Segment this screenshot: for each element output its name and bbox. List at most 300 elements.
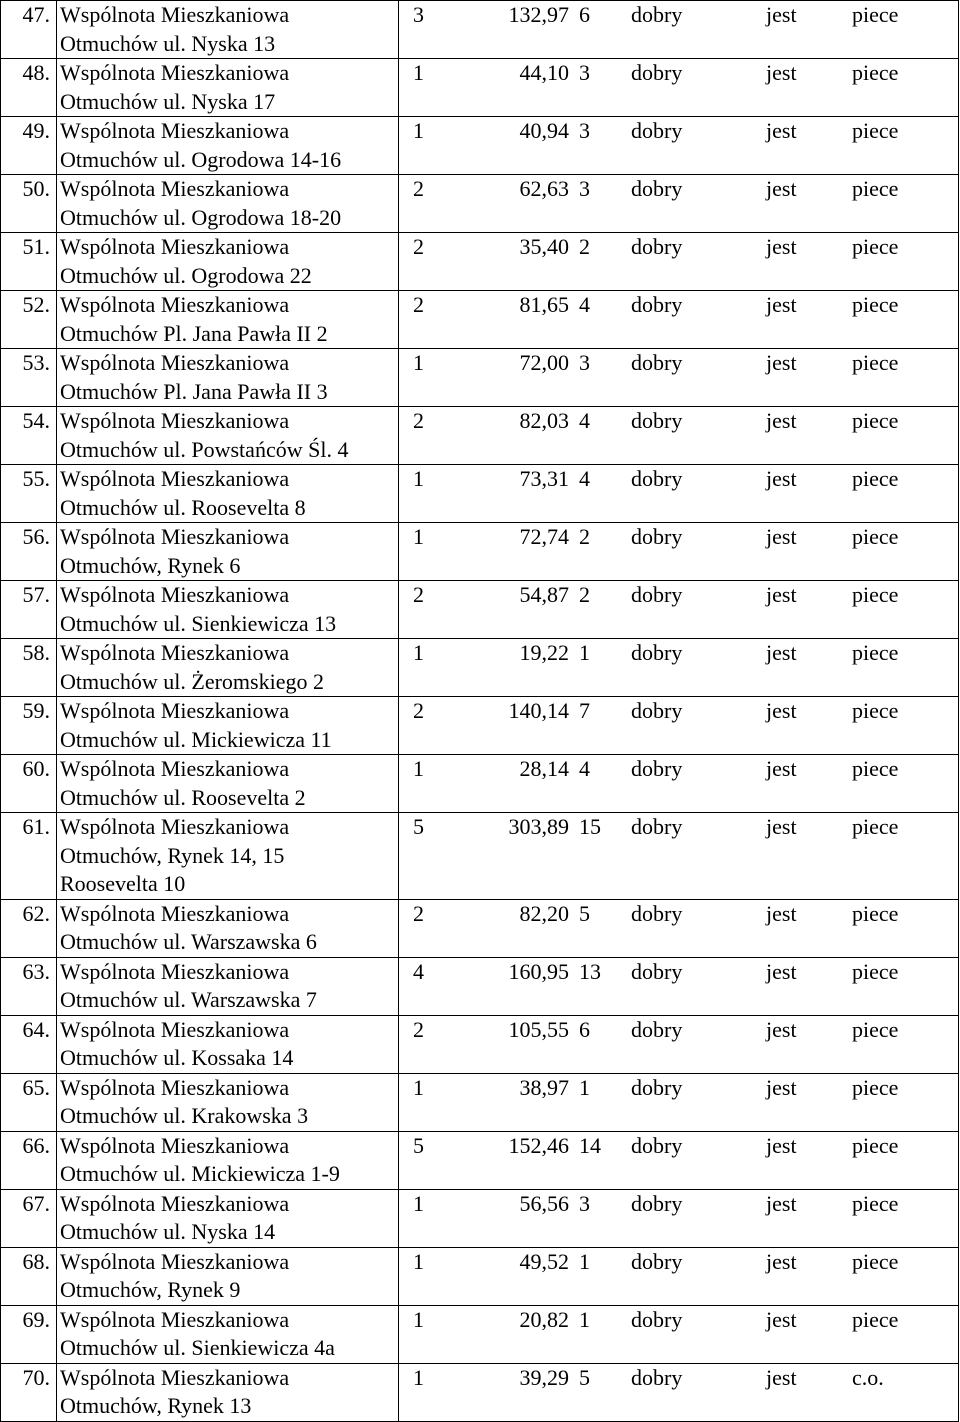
details-line	[399, 349, 958, 378]
details-line	[399, 59, 958, 88]
table-row	[1, 117, 959, 175]
owner-name: Wspólnota Mieszkaniowa	[60, 582, 290, 607]
housing-table-body	[1, 1, 959, 1422]
area-value: 82,20	[519, 900, 569, 926]
details-line	[399, 233, 958, 262]
row-number-cell	[1, 1189, 57, 1247]
owner-address-cell	[57, 349, 399, 407]
owner-name: Wspólnota Mieszkaniowa	[60, 1016, 290, 1042]
row-number: 49.	[22, 118, 50, 143]
table-row	[1, 1131, 959, 1189]
owner-name: Wspólnota Mieszkaniowa	[60, 1306, 290, 1332]
table-row	[1, 407, 959, 465]
area-value: 82,03	[519, 408, 569, 433]
row-number: 51.	[22, 234, 50, 259]
row-number-cell	[1, 59, 57, 117]
unit-count: 5	[413, 1132, 424, 1158]
availability-flag: jest	[766, 1190, 797, 1216]
owner-name: Wspólnota Mieszkaniowa	[60, 350, 290, 375]
owner-name: Wspólnota Mieszkaniowa	[60, 176, 290, 201]
owner-name: Wspólnota Mieszkaniowa	[60, 1364, 290, 1390]
unit-count: 1	[413, 756, 424, 781]
details-cell	[399, 291, 959, 349]
row-number: 66.	[22, 1132, 50, 1158]
rooms-count: 1	[579, 1306, 590, 1332]
availability-flag: jest	[766, 958, 797, 984]
details-cell	[399, 1073, 959, 1131]
address-line: Otmuchów, Rynek 9	[60, 1277, 241, 1302]
condition-status: dobry	[631, 582, 683, 607]
heating-type: piece	[852, 958, 899, 984]
owner-name: Wspólnota Mieszkaniowa	[60, 292, 290, 317]
address-line: Otmuchów ul. Krakowska 3	[60, 1103, 309, 1128]
details-line	[399, 1248, 958, 1277]
rooms-count: 4	[579, 756, 590, 781]
unit-count: 5	[413, 814, 424, 839]
row-number-cell	[1, 1131, 57, 1189]
rooms-count: 2	[579, 524, 590, 549]
rooms-count: 6	[579, 1016, 590, 1042]
owner-name: Wspólnota Mieszkaniowa	[60, 118, 290, 143]
owner-address-cell	[57, 1305, 399, 1363]
row-number-cell	[1, 523, 57, 581]
condition-status: dobry	[631, 118, 683, 143]
owner-address-cell	[57, 697, 399, 755]
owner-address-cell	[57, 639, 399, 697]
unit-count: 4	[413, 958, 424, 984]
condition-status: dobry	[631, 698, 683, 723]
row-number-cell	[1, 117, 57, 175]
unit-count: 2	[413, 176, 424, 201]
area-value: 54,87	[519, 582, 569, 607]
rooms-count: 2	[579, 582, 590, 607]
details-cell	[399, 59, 959, 117]
table-row	[1, 957, 959, 1015]
row-number-cell	[1, 899, 57, 957]
unit-count: 1	[413, 466, 424, 491]
table-row	[1, 523, 959, 581]
details-line	[399, 639, 958, 668]
heating-type: piece	[852, 60, 899, 85]
owner-address-cell	[57, 755, 399, 813]
row-number: 58.	[22, 640, 50, 665]
row-number-cell	[1, 291, 57, 349]
unit-count: 2	[413, 234, 424, 259]
rooms-count: 3	[579, 1190, 590, 1216]
address-line: Otmuchów, Rynek 13	[60, 1393, 252, 1418]
table-row	[1, 1247, 959, 1305]
heating-type: piece	[852, 582, 899, 607]
heating-type: piece	[852, 292, 899, 317]
availability-flag: jest	[766, 2, 797, 27]
owner-address-cell	[57, 813, 399, 900]
address-line: Otmuchów ul. Sienkiewicza 4a	[60, 1335, 335, 1360]
rooms-count: 6	[579, 2, 590, 27]
row-number: 55.	[22, 466, 50, 491]
details-line	[399, 1364, 958, 1393]
condition-status: dobry	[631, 408, 683, 433]
heating-type: piece	[852, 814, 899, 839]
condition-status: dobry	[631, 1190, 683, 1216]
table-row	[1, 349, 959, 407]
address-line: Otmuchów ul. Powstańców Śl. 4	[60, 436, 349, 462]
address-line: Otmuchów, Rynek 6	[60, 552, 241, 578]
condition-status: dobry	[631, 234, 683, 259]
address-line: Otmuchów ul. Mickiewicza 11	[60, 726, 332, 752]
owner-address-cell	[57, 291, 399, 349]
table-row	[1, 899, 959, 957]
address-line: Otmuchów Pl. Jana Pawła II 3	[60, 378, 328, 404]
row-number: 69.	[22, 1306, 50, 1332]
area-value: 73,31	[519, 466, 569, 491]
details-cell	[399, 813, 959, 900]
row-number-cell	[1, 407, 57, 465]
area-value: 40,94	[519, 118, 569, 143]
availability-flag: jest	[766, 582, 797, 607]
owner-address-cell	[57, 1247, 399, 1305]
address-line: Otmuchów ul. Warszawska 6	[60, 929, 317, 954]
heating-type: piece	[852, 1132, 899, 1158]
row-number: 59.	[22, 698, 50, 723]
row-number-cell	[1, 1073, 57, 1131]
condition-status: dobry	[631, 350, 683, 375]
heating-type: piece	[852, 350, 899, 375]
details-line	[399, 1190, 958, 1219]
availability-flag: jest	[766, 640, 797, 665]
unit-count: 2	[413, 698, 424, 723]
rooms-count: 2	[579, 234, 590, 259]
unit-count: 1	[413, 1074, 424, 1100]
unit-count: 2	[413, 582, 424, 607]
address-line: Otmuchów Pl. Jana Pawła II 2	[60, 320, 328, 346]
row-number: 67.	[22, 1190, 50, 1216]
unit-count: 1	[413, 1306, 424, 1332]
address-line: Otmuchów ul. Roosevelta 8	[60, 494, 306, 520]
row-number-cell	[1, 755, 57, 813]
row-number: 56.	[22, 524, 50, 549]
owner-address-cell	[57, 407, 399, 465]
area-value: 62,63	[519, 176, 569, 201]
unit-count: 1	[413, 640, 424, 665]
area-value: 39,29	[519, 1364, 569, 1390]
rooms-count: 5	[579, 900, 590, 926]
address-line: Otmuchów, Rynek 14, 15	[60, 842, 285, 868]
row-number-cell	[1, 1, 57, 59]
unit-count: 1	[413, 524, 424, 549]
details-cell	[399, 1305, 959, 1363]
table-row	[1, 1305, 959, 1363]
row-number: 62.	[22, 900, 50, 926]
address-line: Otmuchów ul. Sienkiewicza 13	[60, 610, 337, 636]
details-line	[399, 697, 958, 726]
details-cell	[399, 349, 959, 407]
availability-flag: jest	[766, 1132, 797, 1158]
row-number-cell	[1, 1363, 57, 1421]
heating-type: piece	[852, 1074, 899, 1100]
row-number-cell	[1, 233, 57, 291]
availability-flag: jest	[766, 466, 797, 491]
rooms-count: 4	[579, 466, 590, 491]
address-line: Roosevelta 10	[60, 871, 186, 896]
details-line	[399, 1306, 958, 1335]
owner-name: Wspólnota Mieszkaniowa	[60, 1074, 290, 1100]
heating-type: piece	[852, 1190, 899, 1216]
details-line	[399, 117, 958, 146]
table-row	[1, 59, 959, 117]
heating-type: piece	[852, 698, 899, 723]
availability-flag: jest	[766, 1306, 797, 1332]
details-line	[399, 900, 958, 929]
details-line	[399, 581, 958, 610]
row-number: 52.	[22, 292, 50, 317]
heating-type: c.o.	[852, 1364, 884, 1390]
unit-count: 2	[413, 408, 424, 433]
area-value: 72,00	[519, 350, 569, 375]
owner-name: Wspólnota Mieszkaniowa	[60, 524, 290, 549]
condition-status: dobry	[631, 524, 683, 549]
table-row	[1, 1073, 959, 1131]
unit-count: 2	[413, 1016, 424, 1042]
area-value: 20,82	[519, 1306, 569, 1332]
details-cell	[399, 957, 959, 1015]
owner-name: Wspólnota Mieszkaniowa	[60, 1132, 290, 1158]
rooms-count: 3	[579, 60, 590, 85]
owner-name: Wspólnota Mieszkaniowa	[60, 408, 290, 433]
heating-type: piece	[852, 1016, 899, 1042]
row-number: 60.	[22, 756, 50, 781]
row-number-cell	[1, 465, 57, 523]
availability-flag: jest	[766, 118, 797, 143]
address-line: Otmuchów ul. Nyska 17	[60, 88, 276, 114]
owner-name: Wspólnota Mieszkaniowa	[60, 958, 290, 984]
availability-flag: jest	[766, 1248, 797, 1274]
heating-type: piece	[852, 756, 899, 781]
address-line: Otmuchów ul. Roosevelta 2	[60, 784, 306, 810]
details-cell	[399, 465, 959, 523]
owner-name: Wspólnota Mieszkaniowa	[60, 698, 290, 723]
condition-status: dobry	[631, 1074, 683, 1100]
heating-type: piece	[852, 408, 899, 433]
row-number-cell	[1, 1015, 57, 1073]
availability-flag: jest	[766, 900, 797, 926]
rooms-count: 3	[579, 176, 590, 201]
address-line: Otmuchów ul. Ogrodowa 14-16	[60, 146, 342, 172]
details-cell	[399, 899, 959, 957]
row-number: 53.	[22, 350, 50, 375]
details-cell	[399, 639, 959, 697]
address-line: Otmuchów ul. Ogrodowa 18-20	[60, 204, 342, 230]
owner-name: Wspólnota Mieszkaniowa	[60, 466, 290, 491]
table-row	[1, 291, 959, 349]
owner-name: Wspólnota Mieszkaniowa	[60, 640, 290, 665]
area-value: 72,74	[519, 524, 569, 549]
details-cell	[399, 1131, 959, 1189]
row-number: 54.	[22, 408, 50, 433]
availability-flag: jest	[766, 350, 797, 375]
row-number: 57.	[22, 582, 50, 607]
condition-status: dobry	[631, 466, 683, 491]
heating-type: piece	[852, 524, 899, 549]
table-row	[1, 1363, 959, 1421]
owner-address-cell	[57, 1, 399, 59]
rooms-count: 13	[579, 958, 601, 984]
availability-flag: jest	[766, 524, 797, 549]
condition-status: dobry	[631, 814, 683, 839]
availability-flag: jest	[766, 176, 797, 201]
owner-address-cell	[57, 1131, 399, 1189]
row-number: 61.	[22, 814, 50, 839]
row-number-cell	[1, 697, 57, 755]
address-line: Otmuchów ul. Ogrodowa 22	[60, 262, 312, 288]
details-cell	[399, 1015, 959, 1073]
owner-address-cell	[57, 523, 399, 581]
rooms-count: 7	[579, 698, 590, 723]
owner-address-cell	[57, 1015, 399, 1073]
owner-address-cell	[57, 1189, 399, 1247]
owner-address-cell	[57, 117, 399, 175]
address-line: Otmuchów ul. Kossaka 14	[60, 1045, 294, 1070]
details-line	[399, 175, 958, 204]
area-value: 152,46	[508, 1132, 569, 1158]
row-number-cell	[1, 581, 57, 639]
owner-address-cell	[57, 465, 399, 523]
condition-status: dobry	[631, 1364, 683, 1390]
heating-type: piece	[852, 466, 899, 491]
heating-type: piece	[852, 2, 899, 27]
condition-status: dobry	[631, 756, 683, 781]
details-cell	[399, 117, 959, 175]
heating-type: piece	[852, 640, 899, 665]
details-cell	[399, 233, 959, 291]
details-cell	[399, 755, 959, 813]
owner-address-cell	[57, 59, 399, 117]
row-number-cell	[1, 1305, 57, 1363]
condition-status: dobry	[631, 60, 683, 85]
area-value: 19,22	[519, 640, 569, 665]
details-cell	[399, 1189, 959, 1247]
details-line	[399, 1074, 958, 1103]
address-line: Otmuchów ul. Warszawska 7	[60, 987, 317, 1012]
rooms-count: 15	[579, 814, 601, 839]
row-number: 64.	[22, 1016, 50, 1042]
owner-address-cell	[57, 957, 399, 1015]
unit-count: 1	[413, 1190, 424, 1216]
row-number-cell	[1, 175, 57, 233]
row-number-cell	[1, 639, 57, 697]
owner-address-cell	[57, 175, 399, 233]
row-number-cell	[1, 1247, 57, 1305]
area-value: 35,40	[519, 234, 569, 259]
heating-type: piece	[852, 1248, 899, 1274]
area-value: 28,14	[519, 756, 569, 781]
row-number: 63.	[22, 958, 50, 984]
rooms-count: 4	[579, 292, 590, 317]
table-row	[1, 755, 959, 813]
condition-status: dobry	[631, 1016, 683, 1042]
heating-type: piece	[852, 118, 899, 143]
condition-status: dobry	[631, 176, 683, 201]
rooms-count: 5	[579, 1364, 590, 1390]
unit-count: 3	[413, 2, 424, 27]
rooms-count: 1	[579, 1074, 590, 1100]
row-number: 68.	[22, 1248, 50, 1274]
availability-flag: jest	[766, 292, 797, 317]
availability-flag: jest	[766, 1074, 797, 1100]
owner-address-cell	[57, 1363, 399, 1421]
owner-name: Wspólnota Mieszkaniowa	[60, 814, 290, 839]
heating-type: piece	[852, 1306, 899, 1332]
details-cell	[399, 581, 959, 639]
rooms-count: 1	[579, 640, 590, 665]
table-row	[1, 1189, 959, 1247]
rooms-count: 4	[579, 408, 590, 433]
owner-name: Wspólnota Mieszkaniowa	[60, 60, 290, 85]
table-row	[1, 639, 959, 697]
address-line: Otmuchów ul. Nyska 13	[60, 30, 276, 56]
details-line	[399, 1, 958, 30]
availability-flag: jest	[766, 234, 797, 259]
table-row	[1, 813, 959, 900]
condition-status: dobry	[631, 2, 683, 27]
owner-address-cell	[57, 581, 399, 639]
rooms-count: 14	[579, 1132, 601, 1158]
area-value: 38,97	[519, 1074, 569, 1100]
availability-flag: jest	[766, 1364, 797, 1390]
area-value: 44,10	[519, 60, 569, 85]
availability-flag: jest	[766, 60, 797, 85]
area-value: 132,97	[508, 2, 569, 27]
details-line	[399, 407, 958, 436]
rooms-count: 1	[579, 1248, 590, 1274]
unit-count: 2	[413, 292, 424, 317]
owner-name: Wspólnota Mieszkaniowa	[60, 756, 290, 781]
details-line	[399, 465, 958, 494]
condition-status: dobry	[631, 292, 683, 317]
address-line: Otmuchów ul. Mickiewicza 1-9	[60, 1161, 340, 1186]
area-value: 105,55	[508, 1016, 569, 1042]
details-line	[399, 291, 958, 320]
condition-status: dobry	[631, 640, 683, 665]
details-cell	[399, 407, 959, 465]
condition-status: dobry	[631, 1132, 683, 1158]
availability-flag: jest	[766, 756, 797, 781]
heating-type: piece	[852, 176, 899, 201]
details-cell	[399, 1363, 959, 1421]
table-row	[1, 175, 959, 233]
condition-status: dobry	[631, 1306, 683, 1332]
details-line	[399, 523, 958, 552]
unit-count: 1	[413, 350, 424, 375]
heating-type: piece	[852, 234, 899, 259]
table-row	[1, 697, 959, 755]
owner-name: Wspólnota Mieszkaniowa	[60, 234, 290, 259]
row-number-cell	[1, 813, 57, 900]
table-row	[1, 1015, 959, 1073]
condition-status: dobry	[631, 958, 683, 984]
row-number: 47.	[22, 2, 50, 27]
row-number: 50.	[22, 176, 50, 201]
area-value: 160,95	[508, 958, 569, 984]
row-number-cell	[1, 349, 57, 407]
condition-status: dobry	[631, 1248, 683, 1274]
availability-flag: jest	[766, 1016, 797, 1042]
details-line	[399, 755, 958, 784]
owner-name: Wspólnota Mieszkaniowa	[60, 900, 290, 926]
area-value: 81,65	[519, 292, 569, 317]
row-number: 70.	[22, 1364, 50, 1390]
unit-count: 1	[413, 1364, 424, 1390]
details-cell	[399, 523, 959, 581]
